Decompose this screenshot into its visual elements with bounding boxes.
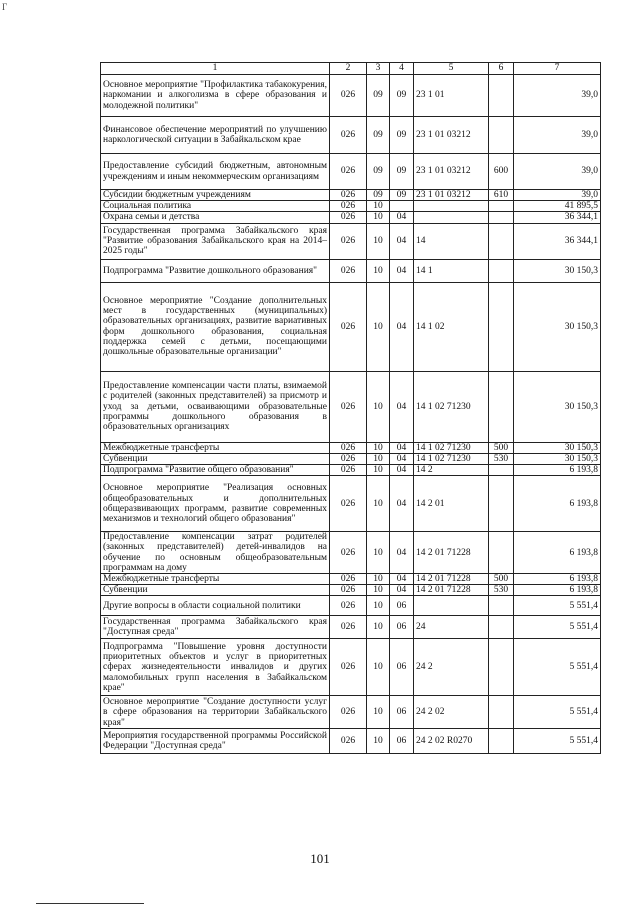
row-name: Государственная программа Забайкальского края "Доступная среда" <box>101 616 330 639</box>
row-target-article: 14 2 01 71228 <box>414 585 489 596</box>
row-code: 026 <box>330 616 367 639</box>
row-target-article <box>414 596 489 616</box>
row-code: 026 <box>330 212 367 223</box>
row-name: Социальная политика <box>101 201 330 212</box>
row-section: 10 <box>367 442 390 453</box>
row-code: 026 <box>330 223 367 259</box>
row-section: 10 <box>367 223 390 259</box>
row-amount: 36 344,1 <box>514 223 601 259</box>
row-expense-type <box>489 201 514 212</box>
row-subsection: 06 <box>390 696 414 729</box>
row-subsection: 04 <box>390 476 414 532</box>
row-expense-type <box>489 259 514 282</box>
row-code: 026 <box>330 259 367 282</box>
row-target-article: 14 <box>414 223 489 259</box>
page-number: 101 <box>310 851 330 866</box>
row-subsection: 04 <box>390 259 414 282</box>
row-code: 026 <box>330 371 367 442</box>
row-code: 026 <box>330 453 367 464</box>
row-code: 026 <box>330 639 367 696</box>
row-expense-type: 600 <box>489 154 514 190</box>
row-amount: 30 150,3 <box>514 282 601 371</box>
row-subsection: 06 <box>390 616 414 639</box>
row-target-article: 24 2 <box>414 639 489 696</box>
column-header-7: 7 <box>514 63 601 75</box>
row-amount: 36 344,1 <box>514 212 601 223</box>
row-name: Основное мероприятие "Профилактика табакокурения, наркомании и алкоголизма в сфере образования и молодежной политики" <box>101 75 330 117</box>
row-expense-type <box>489 476 514 532</box>
table-row <box>101 616 601 639</box>
row-expense-type <box>489 282 514 371</box>
row-section: 10 <box>367 201 390 212</box>
row-amount: 5 551,4 <box>514 596 601 616</box>
row-name: Охрана семьи и детства <box>101 212 330 223</box>
row-expense-type: 500 <box>489 574 514 585</box>
row-section: 10 <box>367 371 390 442</box>
row-name: Субсидии бюджетным учреждениям <box>101 190 330 201</box>
row-target-article: 14 1 02 71230 <box>414 453 489 464</box>
row-code: 026 <box>330 696 367 729</box>
row-expense-type <box>489 696 514 729</box>
row-target-article: 14 1 02 71230 <box>414 442 489 453</box>
table-row <box>101 696 601 729</box>
row-target-article: 14 2 01 <box>414 476 489 532</box>
column-header-5: 5 <box>414 63 489 75</box>
row-code: 026 <box>330 201 367 212</box>
table-row <box>101 574 601 585</box>
row-expense-type <box>489 729 514 754</box>
row-target-article: 14 2 <box>414 465 489 476</box>
row-target-article: 24 <box>414 616 489 639</box>
table-row <box>101 259 601 282</box>
row-amount: 6 193,8 <box>514 532 601 574</box>
row-amount: 30 150,3 <box>514 442 601 453</box>
table-row <box>101 371 601 442</box>
table-row <box>101 476 601 532</box>
row-section: 10 <box>367 532 390 574</box>
row-target-article: 14 1 02 <box>414 282 489 371</box>
row-expense-type <box>489 639 514 696</box>
row-subsection: 04 <box>390 574 414 585</box>
row-name: Основное мероприятие "Создание доступности услуг в сфере образования на территории Забайкальского края" <box>101 696 330 729</box>
row-subsection: 04 <box>390 453 414 464</box>
row-name: Основное мероприятие "Реализация основных общеобразовательных и дополнительных общеразвивающих программ, развитие современных механизмов и технологий общего образования" <box>101 476 330 532</box>
table-row <box>101 596 601 616</box>
table-row <box>101 212 601 223</box>
row-target-article: 14 2 01 71228 <box>414 574 489 585</box>
row-expense-type: 610 <box>489 190 514 201</box>
row-subsection: 09 <box>390 190 414 201</box>
row-name: Межбюджетные трансферты <box>101 442 330 453</box>
table-row <box>101 75 601 117</box>
row-name: Подпрограмма "Повышение уровня доступности приоритетных объектов и услуг в приоритетных сферах жизнедеятельности инвалидов и других маломобильных групп населения в Забайкальском крае" <box>101 639 330 696</box>
table-row <box>101 282 601 371</box>
row-code: 026 <box>330 442 367 453</box>
row-name: Основное мероприятие "Создание дополнительных мест в государственных (муниципальных) образовательных организациях, развитие вариативных форм дошкольного образования, социальная поддержка семей с детьми, посещающими дошкольные образовательные организации" <box>101 282 330 371</box>
row-target-article: 14 1 <box>414 259 489 282</box>
row-subsection: 04 <box>390 532 414 574</box>
table-row <box>101 117 601 154</box>
row-name: Мероприятия государственной программы Российской Федерации "Доступная среда" <box>101 729 330 754</box>
row-code: 026 <box>330 596 367 616</box>
row-amount: 6 193,8 <box>514 585 601 596</box>
row-expense-type <box>489 75 514 117</box>
row-section: 10 <box>367 453 390 464</box>
row-section: 10 <box>367 212 390 223</box>
table-row <box>101 453 601 464</box>
row-expense-type <box>489 117 514 154</box>
row-section: 09 <box>367 190 390 201</box>
row-target-article <box>414 201 489 212</box>
row-section: 10 <box>367 639 390 696</box>
row-section: 10 <box>367 616 390 639</box>
row-section: 10 <box>367 596 390 616</box>
row-amount: 30 150,3 <box>514 371 601 442</box>
row-target-article: 23 1 01 03212 <box>414 117 489 154</box>
row-code: 026 <box>330 465 367 476</box>
table-row <box>101 154 601 190</box>
row-expense-type <box>489 212 514 223</box>
row-expense-type: 530 <box>489 453 514 464</box>
row-name: Государственная программа Забайкальского края "Развитие образования Забайкальского края на 2014–2025 годы" <box>101 223 330 259</box>
row-section: 10 <box>367 259 390 282</box>
row-section: 09 <box>367 154 390 190</box>
row-section: 10 <box>367 476 390 532</box>
row-amount: 5 551,4 <box>514 729 601 754</box>
row-name: Межбюджетные трансферты <box>101 574 330 585</box>
row-amount: 41 895,5 <box>514 201 601 212</box>
footnote-divider <box>36 903 144 904</box>
table-row <box>101 223 601 259</box>
row-expense-type: 530 <box>489 585 514 596</box>
table-row <box>101 532 601 574</box>
row-section: 10 <box>367 696 390 729</box>
table-row <box>101 729 601 754</box>
column-header-4: 4 <box>390 63 414 75</box>
row-code: 026 <box>330 282 367 371</box>
row-name: Подпрограмма "Развитие дошкольного образования" <box>101 259 330 282</box>
table-row <box>101 639 601 696</box>
row-subsection: 06 <box>390 729 414 754</box>
row-name: Предоставление компенсации части платы, взимаемой с родителей (законных представителей) за присмотр и уход за детьми, осваивающими образовательные программы дошкольного образования в образовательных организациях <box>101 371 330 442</box>
row-amount: 39,0 <box>514 75 601 117</box>
row-subsection: 04 <box>390 282 414 371</box>
row-section: 10 <box>367 282 390 371</box>
row-subsection: 04 <box>390 371 414 442</box>
table-row <box>101 190 601 201</box>
row-code: 026 <box>330 585 367 596</box>
row-code: 026 <box>330 476 367 532</box>
row-name: Субвенции <box>101 585 330 596</box>
row-amount: 5 551,4 <box>514 696 601 729</box>
column-header-3: 3 <box>367 63 390 75</box>
row-amount: 30 150,3 <box>514 453 601 464</box>
table-row <box>101 465 601 476</box>
row-expense-type: 500 <box>489 442 514 453</box>
row-subsection: 09 <box>390 154 414 190</box>
row-amount: 5 551,4 <box>514 639 601 696</box>
row-name: Финансовое обеспечение мероприятий по улучшению наркологической ситуации в Забайкальском крае <box>101 117 330 154</box>
row-name: Подпрограмма "Развитие общего образования" <box>101 465 330 476</box>
row-code: 026 <box>330 574 367 585</box>
row-code: 026 <box>330 75 367 117</box>
row-target-article <box>414 212 489 223</box>
row-amount: 5 551,4 <box>514 616 601 639</box>
row-expense-type <box>489 223 514 259</box>
row-expense-type <box>489 596 514 616</box>
corner-mark: Г <box>2 2 8 12</box>
row-code: 026 <box>330 532 367 574</box>
row-section: 10 <box>367 729 390 754</box>
row-subsection: 06 <box>390 596 414 616</box>
row-name: Другие вопросы в области социальной политики <box>101 596 330 616</box>
row-expense-type <box>489 616 514 639</box>
row-name: Предоставление компенсации затрат родителей (законных представителей) детей-инвалидов на обучение по основным общеобразовательным программам на дому <box>101 532 330 574</box>
row-code: 026 <box>330 154 367 190</box>
row-target-article: 24 2 02 <box>414 696 489 729</box>
row-section: 10 <box>367 465 390 476</box>
row-section: 09 <box>367 75 390 117</box>
row-amount: 6 193,8 <box>514 465 601 476</box>
column-header-2: 2 <box>330 63 367 75</box>
row-subsection: 06 <box>390 639 414 696</box>
row-expense-type <box>489 532 514 574</box>
row-subsection: 04 <box>390 442 414 453</box>
row-target-article: 14 2 01 71228 <box>414 532 489 574</box>
column-header-1: 1 <box>101 63 330 75</box>
row-target-article: 24 2 02 R0270 <box>414 729 489 754</box>
row-subsection: 04 <box>390 465 414 476</box>
row-code: 026 <box>330 190 367 201</box>
row-target-article: 23 1 01 03212 <box>414 154 489 190</box>
table-header-row <box>101 63 601 75</box>
row-target-article: 23 1 01 03212 <box>414 190 489 201</box>
row-amount: 39,0 <box>514 190 601 201</box>
row-amount: 39,0 <box>514 117 601 154</box>
row-subsection: 04 <box>390 223 414 259</box>
column-header-6: 6 <box>489 63 514 75</box>
row-target-article: 23 1 01 <box>414 75 489 117</box>
budget-table <box>100 62 601 754</box>
row-amount: 39,0 <box>514 154 601 190</box>
row-subsection: 04 <box>390 585 414 596</box>
row-expense-type <box>489 465 514 476</box>
row-amount: 6 193,8 <box>514 574 601 585</box>
table-row <box>101 585 601 596</box>
row-amount: 6 193,8 <box>514 476 601 532</box>
row-section: 10 <box>367 574 390 585</box>
row-subsection: 04 <box>390 212 414 223</box>
row-section: 09 <box>367 117 390 154</box>
row-subsection: 09 <box>390 117 414 154</box>
row-code: 026 <box>330 117 367 154</box>
row-target-article: 14 1 02 71230 <box>414 371 489 442</box>
row-code: 026 <box>330 729 367 754</box>
row-name: Субвенции <box>101 453 330 464</box>
table-row <box>101 201 601 212</box>
row-expense-type <box>489 371 514 442</box>
table-row <box>101 442 601 453</box>
row-subsection: 09 <box>390 75 414 117</box>
row-amount: 30 150,3 <box>514 259 601 282</box>
row-subsection <box>390 201 414 212</box>
row-section: 10 <box>367 585 390 596</box>
row-name: Предоставление субсидий бюджетным, автономным учреждениям и иным некоммерческим организациям <box>101 154 330 190</box>
